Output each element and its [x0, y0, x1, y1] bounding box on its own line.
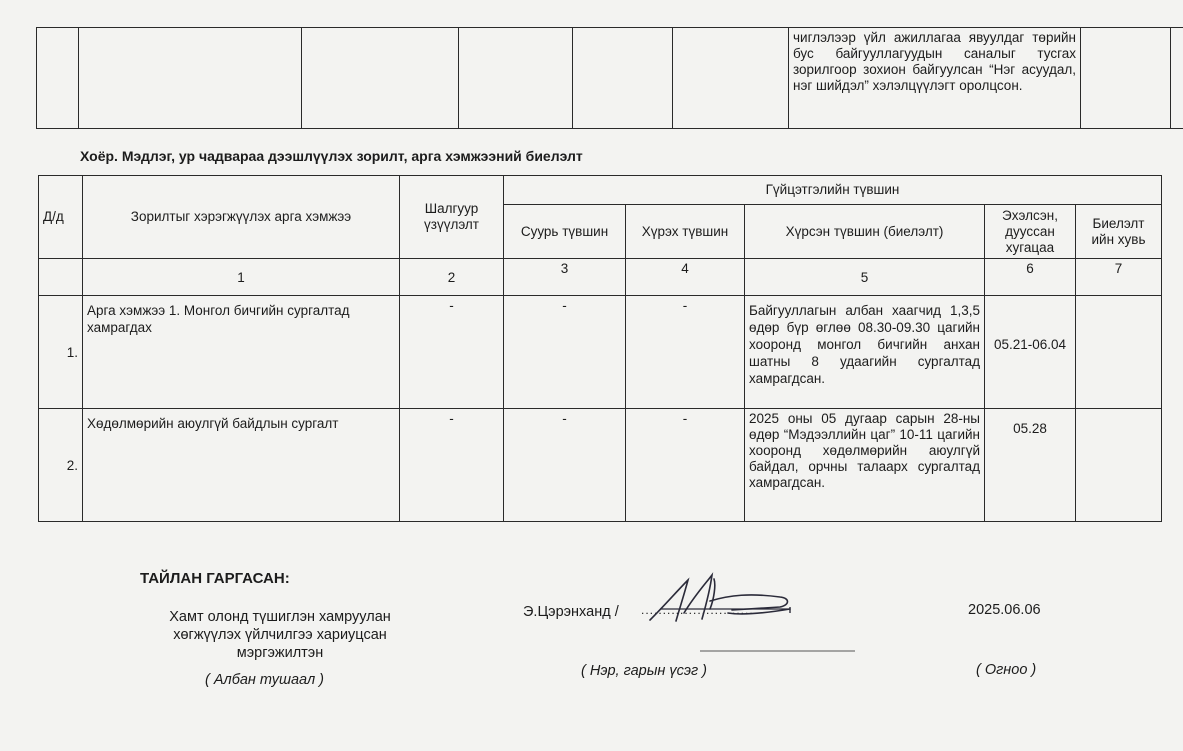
position-caption: ( Албан тушаал ) — [205, 672, 324, 688]
position-title: Хамт олонд түшиглэн хамруулан хөгжүүлэх үйлчилгээ хариуцсан мэргэжилтэн — [169, 609, 391, 661]
header-base: Суурь түвшин — [504, 205, 626, 259]
percent-cell — [1076, 296, 1162, 409]
header-target: Хүрэх түвшин — [626, 205, 745, 259]
measure-cell: Арга хэмжээ 1. Монгол бичгийн сургалтад хамрагдах — [83, 296, 400, 409]
table-row — [39, 296, 1162, 409]
report-by-heading: ТАЙЛАН ГАРГАСАН: — [140, 570, 290, 587]
col-number: 4 — [626, 259, 745, 296]
achieved-text: чиглэлээр үйл ажиллагаа явуулдаг төрийн бус байгууллагуудын саналыг тусгах зорилгоор зохион байгуулсан “Нэг асуудал, нэг шийдэл” хэлэлцүүлэгт оролцсон. — [789, 28, 1081, 129]
previous-section-table — [36, 27, 1183, 129]
measure-cell: Хөдөлмөрийн аюулгүй байдлын сургалт — [83, 409, 400, 522]
col-number: 7 — [1076, 259, 1162, 296]
col-number: 1 — [83, 259, 400, 296]
table-row — [39, 409, 1162, 522]
base-cell: - — [504, 296, 626, 409]
section-heading: Хоёр. Мэдлэг, ур чадвараа дээшлүүлэх зорилт, арга хэмжээний биелэлт — [80, 148, 583, 164]
indicator-cell: - — [400, 409, 504, 522]
header-measure: Зорилтыг хэрэгжүүлэх арга хэмжээ — [83, 176, 400, 259]
header-dd: Д/д — [39, 176, 83, 259]
name-caption: ( Нэр, гарын үсэг ) — [581, 663, 708, 679]
achieved-cell: Байгууллагын албан хаагчид 1,3,5 өдөр бүр өглөө 08.30-09.30 цагийн хооронд монгол бичгийн анхан шатны 8 удаагийн сургалтад хамрагдсан. — [745, 296, 985, 409]
header-achieved: Хүрсэн түвшин (биелэлт) — [745, 205, 985, 259]
signer-name: Э.Цэрэнханд / — [523, 604, 619, 620]
header-percent: Биелэлт ийн хувь — [1076, 205, 1162, 259]
target-cell: - — [626, 409, 745, 522]
base-cell: - — [504, 409, 626, 522]
timeframe-cell: 05.21-06.04 — [985, 296, 1076, 409]
results-table — [38, 175, 1162, 522]
signature-dots: .......................... — [641, 603, 754, 617]
row-number: 1. — [39, 296, 83, 409]
header-row — [39, 176, 1162, 205]
handwritten-signature — [640, 565, 860, 660]
achieved-cell: 2025 оны 05 дугаар сарын 28-ны өдөр “Мэдээллийн цаг” 10-11 цагийн хооронд хөдөлмөрийн аюулгүй байдал, орчны талаарх сургалтад хамрагдсан. — [745, 409, 985, 522]
target-cell: - — [626, 296, 745, 409]
date-caption: ( Огноо ) — [976, 662, 1037, 678]
header-indicator: Шалгуур үзүүлэлт — [400, 176, 504, 259]
col-number: 6 — [985, 259, 1076, 296]
col-number: 5 — [745, 259, 985, 296]
row-number: 2. — [39, 409, 83, 522]
timeframe-cell: 05.28 — [985, 409, 1076, 522]
column-number-row — [39, 259, 1162, 296]
header-group: Гүйцэтгэлийн түвшин — [504, 176, 1162, 205]
table-row — [37, 28, 1183, 129]
indicator-cell: - — [400, 296, 504, 409]
header-timeframe: Эхэлсэн, дууссан хугацаа — [985, 205, 1076, 259]
percent-cell — [1076, 409, 1162, 522]
col-number: 2 — [400, 259, 504, 296]
report-date: 2025.06.06 — [968, 602, 1041, 618]
col-number: 3 — [504, 259, 626, 296]
